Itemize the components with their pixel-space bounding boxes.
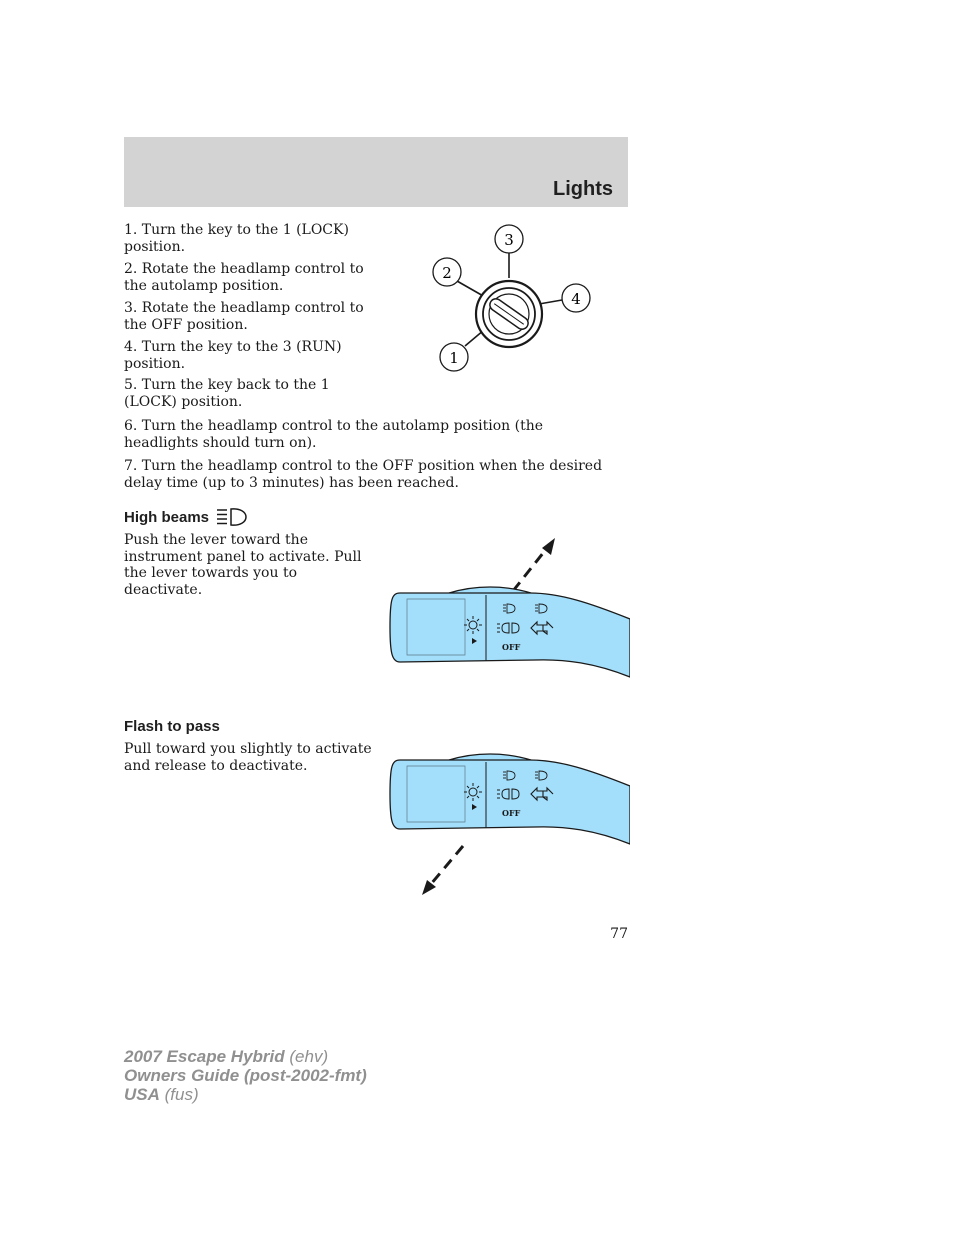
off-label: OFF bbox=[502, 642, 521, 652]
flash-to-pass-text: Pull toward you slightly to activate and release to deactivate. bbox=[124, 741, 372, 774]
footer bbox=[124, 1047, 367, 1104]
footer-line-3 bbox=[124, 1085, 367, 1104]
lever-figure-high-beams bbox=[385, 535, 630, 680]
label-2: 2 bbox=[442, 264, 452, 282]
page-number: 77 bbox=[610, 926, 628, 942]
footer-market-code: (fus) bbox=[164, 1085, 199, 1104]
flash-to-pass-heading: Flash to pass bbox=[124, 718, 220, 735]
arrow-away-icon bbox=[542, 538, 555, 555]
high-beams-heading-text: High beams bbox=[124, 509, 210, 526]
step-4: 4. Turn the key to the 3 (RUN) position. bbox=[124, 339, 342, 372]
off-label: OFF bbox=[502, 808, 521, 818]
step-7: 7. Turn the headlamp control to the OFF position when the desired delay time (up to 3 minutes) has been reached. bbox=[124, 458, 603, 491]
footer-model-code: (ehv) bbox=[289, 1047, 329, 1066]
step-5: 5. Turn the key back to the 1 (LOCK) position. bbox=[124, 377, 330, 410]
lever-stalk bbox=[390, 593, 630, 677]
high-beams-heading bbox=[124, 507, 248, 527]
step-1: 1. Turn the key to the 1 (LOCK) position. bbox=[124, 222, 349, 255]
ignition-switch-figure bbox=[425, 222, 595, 372]
footer-model: 2007 Escape Hybrid bbox=[124, 1047, 285, 1066]
label-4: 4 bbox=[571, 290, 581, 308]
high-beam-icon bbox=[216, 507, 248, 527]
section-title: Lights bbox=[553, 178, 613, 200]
step-3: 3. Rotate the headlamp control to the OFF position. bbox=[124, 300, 364, 333]
leader-line-4 bbox=[539, 300, 562, 304]
footer-line-2 bbox=[124, 1066, 367, 1085]
footer-line-1 bbox=[124, 1047, 367, 1066]
lever-figure-flash-to-pass bbox=[385, 700, 630, 900]
section-header bbox=[124, 137, 628, 207]
step-6: 6. Turn the headlamp control to the autolamp position (the headlights should turn on). bbox=[124, 418, 544, 451]
step-2: 2. Rotate the headlamp control to the autolamp position. bbox=[124, 261, 364, 294]
label-3: 3 bbox=[504, 231, 514, 249]
ignition-lock-icon bbox=[476, 281, 542, 347]
high-beams-text: Push the lever toward the instrument panel to activate. Pull the lever towards you to deactivate. bbox=[124, 532, 362, 598]
footer-guide: Owners Guide (post-2002-fmt) bbox=[124, 1066, 367, 1085]
lever-stalk bbox=[390, 760, 630, 844]
label-1: 1 bbox=[449, 349, 459, 367]
footer-market: USA bbox=[124, 1085, 160, 1104]
leader-line-2 bbox=[457, 281, 485, 297]
